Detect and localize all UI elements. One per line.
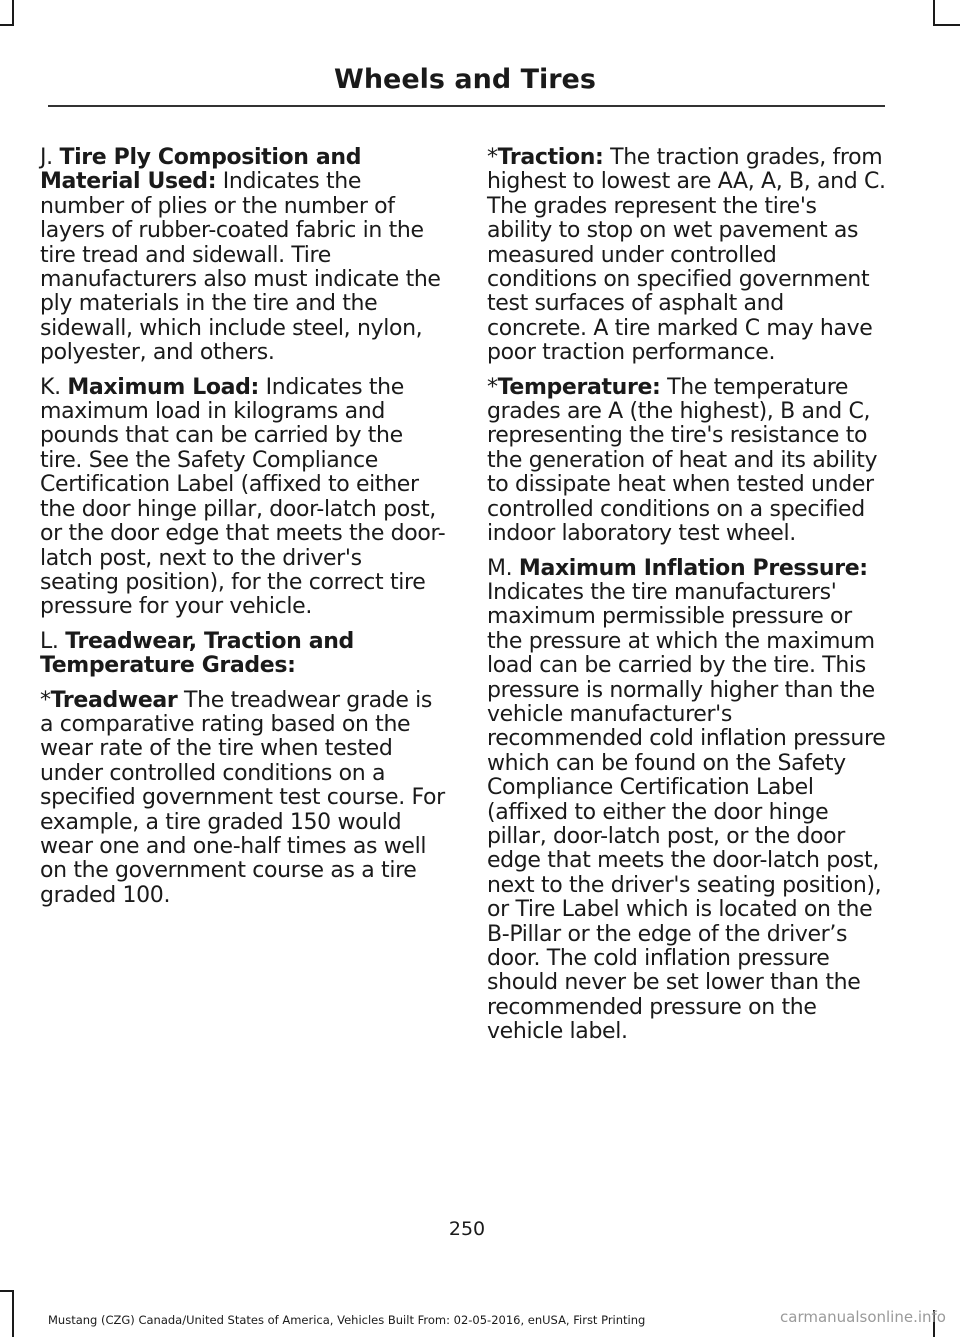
- crop-mark: [12, 1290, 14, 1337]
- paragraph-maximum-load: K. Maximum Load: Indicates the maximum load in kilograms and pounds that can be carried by the tire. See the Safety Compliance Certification Label (affixed to either the door hinge pillar, door-latch post, or the door edge that meets the door-latch post, next to the driver's seating position), for the correct tire pressure for your vehicle.: [40, 374, 446, 620]
- right-column: [487, 146, 887, 1055]
- footer-text: Mustang (CZG) Canada/United States of America, Vehicles Built From: 02-05-2016, enUSA, First Printing: [48, 1313, 646, 1327]
- crop-mark: [0, 1290, 14, 1292]
- paragraph-grades-heading: L. Treadwear, Traction and Temperature Grades:: [40, 628, 354, 679]
- term-heading: Maximum Load:: [67, 374, 259, 400]
- crop-mark: [0, 24, 14, 26]
- page-title: Wheels and Tires: [334, 64, 596, 95]
- title-divider: [48, 105, 885, 107]
- paragraph-treadwear: *Treadwear The treadwear grade is a comparative rating based on the wear rate of the tire when tested under controlled conditions on a specified government test course. For example, a tire graded 150 would wear one and one-half times as well on the government course as a tire graded 100.: [40, 687, 445, 908]
- paragraph-temperature: *Temperature: The temperature grades are A (the highest), B and C, representing the tire's resistance to the generation of heat and its ability to dissipate heat when tested under controlled conditions on a specified indoor laboratory test wheel.: [487, 374, 878, 547]
- term-heading: Temperature:: [497, 374, 661, 400]
- term-heading: Treadwear, Traction and Temperature Grades:: [40, 628, 354, 679]
- left-column: [40, 146, 446, 918]
- crop-mark: [12, 0, 14, 26]
- crop-mark: [933, 24, 960, 26]
- term-heading: Tire Ply Composition and Material Used:: [40, 145, 362, 195]
- term-heading: Treadwear: [50, 687, 178, 713]
- term-heading: Maximum Inflation Pressure:: [518, 555, 868, 581]
- term-heading: Traction:: [497, 145, 604, 170]
- page-number: 250: [448, 1218, 486, 1240]
- watermark: carmanualsonline.info: [780, 1308, 946, 1326]
- paragraph-traction: *Traction: The traction grades, from highest to lowest are AA, A, B, and C. The grades represent the tire's ability to stop on wet pavement as measured under controlled conditions on specified government test surfaces of asphalt and concrete. A tire marked C may have poor traction performance.: [487, 145, 886, 366]
- paragraph-maximum-inflation-pressure: M. Maximum Inflation Pressure: Indicates the tire manufacturers' maximum permissible pressure or the pressure at which the maximum load can be carried by the tire. This pressure is normally higher than the vehicle manufacturer's recommended cold inflation pressure which can be found on the Safety Compliance Certification Label (affixed to either the door hinge pillar, door-latch post, or the door edge that meets the door-latch post, next to the driver's seating position), or Tire Label which is located on the B-Pillar or the edge of the driver’s door. The cold inflation pressure should never be set lower than the recommended pressure on the vehicle label.: [487, 555, 886, 1045]
- paragraph-tire-ply-composition: J. Tire Ply Composition and Material Used: Indicates the number of plies or the number of layers of rubber-coated fabric in the tire tread and sidewall. Tire manufacturers also must indicate the ply materials in the tire and the sidewall, which include steel, nylon, polyester, and others.: [40, 145, 441, 366]
- crop-mark: [933, 0, 935, 26]
